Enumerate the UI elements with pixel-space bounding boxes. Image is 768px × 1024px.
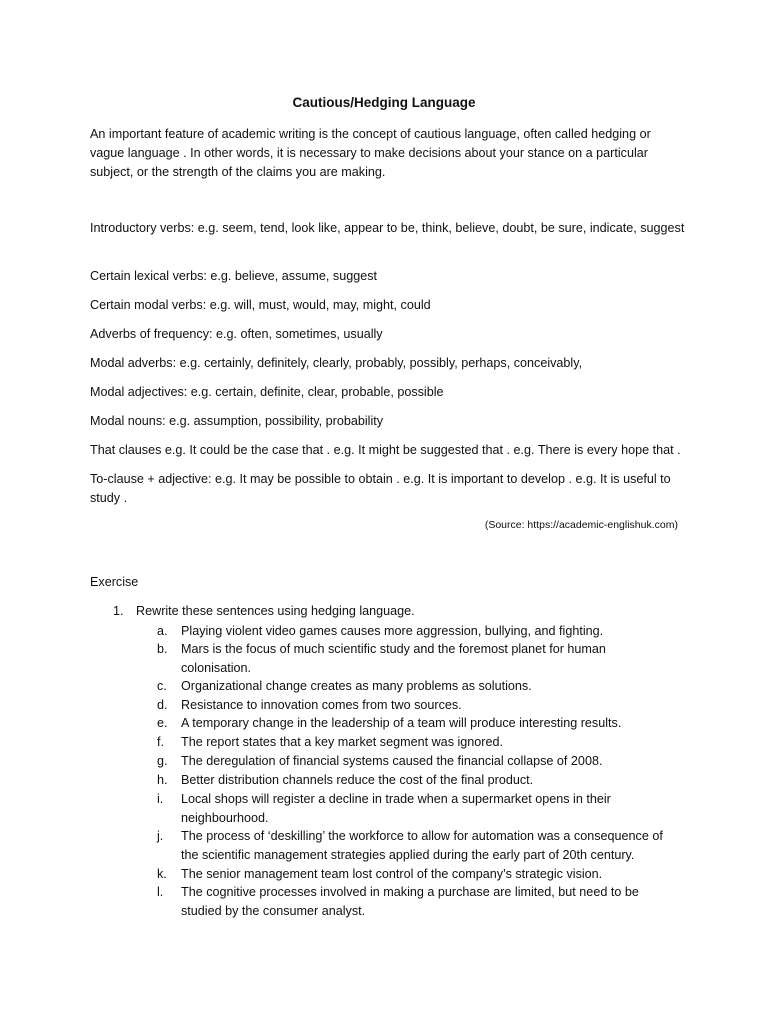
- item-letter: l.: [157, 885, 164, 899]
- item-text: Local shops will register a decline in trade when a supermarket opens in their neighbourhood.: [181, 792, 611, 825]
- item-text: Better distribution channels reduce the cost of the final product.: [181, 773, 534, 787]
- item-text: A temporary change in the leadership of a team will produce interesting results.: [181, 716, 622, 730]
- item-letter: c.: [157, 679, 167, 693]
- category-modal-adverbs: Modal adverbs: e.g. certainly, definitely, clearly, probably, possibly, perhaps, conceivably,: [90, 356, 583, 370]
- item-text: Playing violent video games causes more aggression, bullying, and fighting.: [181, 624, 604, 638]
- item-letter: a.: [157, 624, 168, 638]
- item-letter: b.: [157, 642, 168, 656]
- exercise-heading: Exercise: [90, 575, 139, 589]
- item-text: Organizational change creates as many problems as solutions.: [181, 679, 532, 693]
- item-text: The process of ‘deskilling’ the workforce to allow for automation was a consequence of the scientific management strategies applied during the early part of 20th century.: [181, 829, 663, 862]
- category-modal-adjectives: Modal adjectives: e.g. certain, definite, clear, probable, possible: [90, 385, 444, 399]
- item-letter: i.: [157, 792, 164, 806]
- item-letter: d.: [157, 698, 168, 712]
- category-introductory-verbs: Introductory verbs: e.g. seem, tend, look like, appear to be, think, believe, doubt, be sure, indicate, suggest: [90, 221, 685, 235]
- item-text: The report states that a key market segment was ignored.: [181, 735, 503, 749]
- item-letter: j.: [157, 829, 164, 843]
- page-title: Cautious/Hedging Language: [292, 95, 476, 110]
- question-text: Rewrite these sentences using hedging language.: [136, 604, 415, 618]
- item-letter: h.: [157, 773, 168, 787]
- item-text: Mars is the focus of much scientific study and the foremost planet for human colonisation.: [181, 642, 606, 675]
- item-text: The senior management team lost control of the company’s strategic vision.: [181, 867, 603, 881]
- question-number: 1.: [113, 604, 124, 618]
- item-letter: f.: [157, 735, 164, 749]
- item-letter: e.: [157, 716, 168, 730]
- category-lexical-verbs: Certain lexical verbs: e.g. believe, assume, suggest: [90, 269, 377, 283]
- category-modal-nouns: Modal nouns: e.g. assumption, possibility, probability: [90, 414, 384, 428]
- source-citation: (Source: https://academic-englishuk.com): [484, 519, 678, 531]
- category-that-clauses: That clauses e.g. It could be the case that . e.g. It might be suggested that . e.g. There is every hope that .: [90, 443, 681, 457]
- intro-paragraph: An important feature of academic writing is the concept of cautious language, often called hedging or vague language . In other words, it is necessary to make decisions about your stance on a particular subject, or the strength of the claims you are making.: [90, 127, 651, 179]
- item-letter: g.: [157, 754, 168, 768]
- item-text: The deregulation of financial systems caused the financial collapse of 2008.: [181, 754, 603, 768]
- category-adverbs-of-frequency: Adverbs of frequency: e.g. often, sometimes, usually: [90, 327, 383, 341]
- item-text: The cognitive processes involved in making a purchase are limited, but need to be studied by the consumer analyst.: [181, 885, 639, 918]
- item-letter: k.: [157, 867, 167, 881]
- category-to-clause-adjective: To-clause + adjective: e.g. It may be possible to obtain . e.g. It is important to develop . e.g. It is useful to study .: [90, 472, 671, 505]
- category-modal-verbs: Certain modal verbs: e.g. will, must, would, may, might, could: [90, 298, 431, 312]
- item-text: Resistance to innovation comes from two sources.: [181, 698, 462, 712]
